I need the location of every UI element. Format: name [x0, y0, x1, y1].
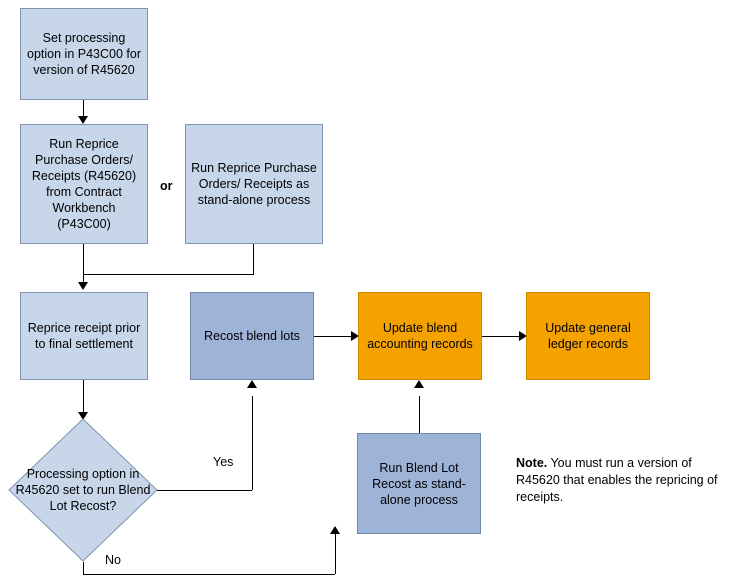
node-run-reprice-standalone	[185, 124, 323, 244]
note-text	[516, 455, 731, 506]
connector-standalone-down	[253, 244, 254, 274]
decision-processing-option-label: Processing option in R45620 set to run Blend Lot Recost?	[15, 467, 151, 513]
note-body: You must run a version of R45620 that enables the repricing of receipts.	[516, 456, 718, 504]
node-run-blend-lot-recost-standalone	[357, 433, 481, 534]
connector-reprice-receipt-to-decision	[83, 380, 84, 412]
connector-merge-to-reprice-receipt	[83, 244, 84, 282]
node-update-general-ledger-records	[526, 292, 650, 380]
node-set-processing-option	[20, 8, 148, 100]
connector-update-blend-to-general-ledger	[482, 336, 520, 337]
node-run-reprice-standalone-label: Run Reprice Purchase Orders/ Receipts as stand-alone process	[191, 161, 317, 207]
edge-label-or: or	[160, 179, 173, 193]
connector-recost-to-update-blend	[314, 336, 352, 337]
arrowhead-merge-to-reprice-receipt	[78, 282, 88, 290]
node-run-reprice-from-contract-workbench-label: Run Reprice Purchase Orders/ Receipts (R45620) from Contract Workbench (P43C00)	[31, 137, 137, 231]
node-update-blend-accounting-records-label: Update blend accounting records	[367, 321, 473, 351]
arrowhead-set-option-to-run-reprice	[78, 116, 88, 124]
node-run-blend-lot-recost-standalone-label: Run Blend Lot Recost as stand-alone process	[372, 460, 466, 507]
connector-merge-horizontal	[83, 274, 254, 275]
decision-processing-option	[8, 418, 158, 562]
connector-no-vertical-to-blend-lot-recost	[335, 534, 336, 574]
arrowhead-blend-lot-recost-to-update-blend	[414, 380, 424, 388]
connector-yes-vertical	[252, 396, 253, 490]
note-label: Note.	[516, 456, 548, 470]
node-reprice-receipt	[20, 292, 148, 380]
connector-yes-horizontal	[157, 490, 252, 491]
node-recost-blend-lots	[190, 292, 314, 380]
edge-label-no: No	[105, 553, 121, 567]
node-reprice-receipt-label: Reprice receipt prior to final settlement	[27, 321, 141, 351]
edge-label-yes: Yes	[213, 455, 234, 469]
connector-no-horizontal	[83, 574, 335, 575]
node-update-blend-accounting-records	[358, 292, 482, 380]
arrowhead-no-to-blend-lot-recost	[330, 526, 340, 534]
connector-no-vertical-from-decision	[83, 562, 84, 574]
arrowhead-yes-to-recost-blend-lots	[247, 380, 257, 388]
connector-blend-lot-recost-to-update-blend	[419, 396, 420, 433]
node-set-processing-option-label: Set processing option in P43C00 for version of R45620	[27, 31, 141, 77]
node-run-reprice-from-contract-workbench	[20, 124, 148, 244]
connector-set-option-to-run-reprice	[83, 100, 84, 116]
node-update-general-ledger-records-label: Update general ledger records	[545, 321, 631, 351]
node-recost-blend-lots-label: Recost blend lots	[204, 329, 300, 343]
